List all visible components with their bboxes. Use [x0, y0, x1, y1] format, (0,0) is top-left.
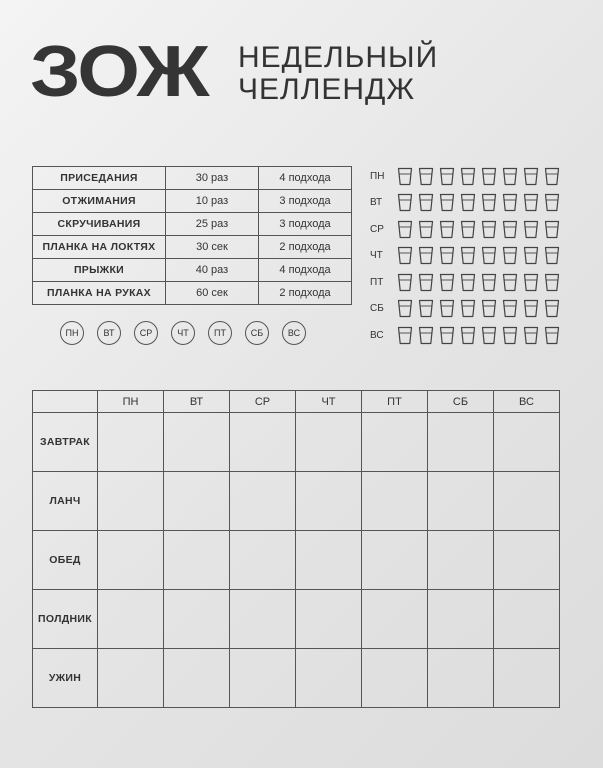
meal-row [33, 590, 560, 649]
water-row [370, 269, 560, 295]
meal-cell[interactable] [362, 649, 428, 708]
meal-day-header: ПТ [362, 391, 428, 413]
exercise-name: СКРУЧИВАНИЯ [33, 213, 166, 236]
meal-day-header: ПН [98, 391, 164, 413]
water-glass-icon[interactable] [460, 246, 476, 265]
water-day-label: ВТ [370, 197, 383, 209]
water-glass-icon[interactable] [418, 167, 434, 186]
exercise-sets: 2 подхода [259, 282, 352, 305]
water-glass-icon[interactable] [397, 326, 413, 345]
meal-day-header: ВТ [164, 391, 230, 413]
water-glass-icon[interactable] [523, 326, 539, 345]
water-row [370, 323, 560, 349]
day-circle[interactable]: ПН [60, 321, 84, 345]
water-glass-icon[interactable] [523, 167, 539, 186]
meal-cell[interactable] [296, 413, 362, 472]
water-glass-icon[interactable] [418, 299, 434, 318]
meal-cell[interactable] [164, 472, 230, 531]
water-glass-icon[interactable] [481, 193, 497, 212]
water-glass-icon[interactable] [418, 193, 434, 212]
water-glass-icon[interactable] [418, 273, 434, 292]
exercise-sets: 4 подхода [259, 259, 352, 282]
meal-label: ПОЛДНИК [33, 590, 98, 649]
meal-row [33, 413, 560, 472]
exercise-amount: 25 раз [166, 213, 259, 236]
exercise-amount: 60 сек [166, 282, 259, 305]
day-circle[interactable]: СР [134, 321, 158, 345]
water-glass-icon[interactable] [481, 167, 497, 186]
meal-cell[interactable] [494, 531, 560, 590]
meal-cell[interactable] [98, 531, 164, 590]
exercise-amount: 40 раз [166, 259, 259, 282]
exercise-name: ПЛАНКА НА ЛОКТЯХ [33, 236, 166, 259]
meal-cell[interactable] [428, 649, 494, 708]
water-row [370, 296, 560, 322]
water-glass-icon[interactable] [481, 273, 497, 292]
meal-cell[interactable] [230, 590, 296, 649]
meal-cell[interactable] [296, 649, 362, 708]
water-glass-icon[interactable] [418, 220, 434, 239]
water-glass-icon[interactable] [523, 273, 539, 292]
water-glass-icon[interactable] [460, 299, 476, 318]
water-glass-icon[interactable] [523, 193, 539, 212]
subtitle-line-2: ЧЕЛЛЕНДЖ [238, 73, 416, 106]
exercise-name: ПЛАНКА НА РУКАХ [33, 282, 166, 305]
water-glass-icon[interactable] [439, 326, 455, 345]
meal-cell[interactable] [296, 590, 362, 649]
water-glass-icon[interactable] [502, 246, 518, 265]
day-circle[interactable]: СБ [245, 321, 269, 345]
exercise-name: ПРЫЖКИ [33, 259, 166, 282]
exercise-amount: 30 сек [166, 236, 259, 259]
meal-cell[interactable] [362, 413, 428, 472]
water-glass-icon[interactable] [460, 220, 476, 239]
meal-label: ОБЕД [33, 531, 98, 590]
water-day-label: ПТ [370, 276, 384, 288]
exercise-row [33, 259, 352, 282]
meal-cell[interactable] [164, 649, 230, 708]
water-glass-icon[interactable] [439, 299, 455, 318]
day-checklist [60, 321, 306, 345]
day-circle[interactable]: ЧТ [171, 321, 195, 345]
water-glass-icon[interactable] [418, 246, 434, 265]
meal-cell[interactable] [98, 472, 164, 531]
subtitle-line-1: НЕДЕЛЬНЫЙ [238, 41, 439, 74]
meal-cell[interactable] [98, 649, 164, 708]
water-glass-icon[interactable] [439, 220, 455, 239]
meal-row [33, 472, 560, 531]
exercise-name: ОТЖИМАНИЯ [33, 190, 166, 213]
water-row [370, 216, 560, 242]
meal-cell[interactable] [230, 531, 296, 590]
meal-cell[interactable] [164, 590, 230, 649]
water-glass-icon[interactable] [397, 167, 413, 186]
water-glass-icon[interactable] [397, 193, 413, 212]
exercise-row [33, 236, 352, 259]
water-row [370, 243, 560, 269]
meal-cell[interactable] [362, 531, 428, 590]
water-glass-icon[interactable] [544, 326, 560, 345]
meal-cell[interactable] [230, 413, 296, 472]
water-glass-icon[interactable] [481, 299, 497, 318]
water-glass-icon[interactable] [523, 246, 539, 265]
water-row [370, 163, 560, 189]
water-day-label: СБ [370, 303, 384, 315]
logo: ЗОЖ [30, 32, 208, 112]
water-glass-icon[interactable] [397, 299, 413, 318]
water-row [370, 190, 560, 216]
water-glass-icon[interactable] [460, 326, 476, 345]
meal-cell[interactable] [494, 413, 560, 472]
exercise-amount: 10 раз [166, 190, 259, 213]
water-glass-icon[interactable] [523, 299, 539, 318]
day-circle[interactable]: ВТ [97, 321, 121, 345]
exercise-row [33, 213, 352, 236]
meal-cell[interactable] [428, 531, 494, 590]
water-glass-icon[interactable] [544, 193, 560, 212]
meal-cell[interactable] [494, 590, 560, 649]
water-glass-icon[interactable] [523, 220, 539, 239]
exercise-row [33, 190, 352, 213]
meal-day-header: ВС [494, 391, 560, 413]
meal-label: УЖИН [33, 649, 98, 708]
meal-plan-table [32, 390, 560, 708]
page-subtitle [238, 42, 438, 106]
exercise-row [33, 167, 352, 190]
water-glass-icon[interactable] [460, 273, 476, 292]
water-glass-icon[interactable] [502, 299, 518, 318]
meal-day-header: ЧТ [296, 391, 362, 413]
meal-label: ЗАВТРАК [33, 413, 98, 472]
water-glass-icon[interactable] [397, 246, 413, 265]
exercise-row [33, 282, 352, 305]
water-glass-icon[interactable] [544, 246, 560, 265]
meal-cell[interactable] [494, 649, 560, 708]
meal-cell[interactable] [230, 649, 296, 708]
meal-row [33, 531, 560, 590]
water-day-label: ЧТ [370, 250, 383, 262]
day-circle[interactable]: ПТ [208, 321, 232, 345]
water-glass-icon[interactable] [397, 273, 413, 292]
meal-cell[interactable] [98, 413, 164, 472]
meal-cell[interactable] [428, 472, 494, 531]
water-glass-icon[interactable] [439, 246, 455, 265]
water-glass-icon[interactable] [439, 167, 455, 186]
day-circle[interactable]: ВС [282, 321, 306, 345]
meal-cell[interactable] [230, 472, 296, 531]
water-glass-icon[interactable] [544, 299, 560, 318]
meal-cell[interactable] [98, 590, 164, 649]
water-glass-icon[interactable] [502, 193, 518, 212]
exercise-name: ПРИСЕДАНИЯ [33, 167, 166, 190]
meal-label: ЛАНЧ [33, 472, 98, 531]
meal-day-header: СР [230, 391, 296, 413]
water-glass-icon[interactable] [481, 326, 497, 345]
water-day-label: СР [370, 223, 384, 235]
exercise-sets: 3 подхода [259, 190, 352, 213]
water-glass-icon[interactable] [502, 273, 518, 292]
exercise-sets: 3 подхода [259, 213, 352, 236]
exercise-sets: 4 подхода [259, 167, 352, 190]
meal-cell[interactable] [296, 531, 362, 590]
meal-cell[interactable] [428, 413, 494, 472]
meal-cell[interactable] [296, 472, 362, 531]
meal-cell[interactable] [494, 472, 560, 531]
meal-corner-cell [33, 391, 98, 413]
water-glass-icon[interactable] [481, 220, 497, 239]
water-glass-icon[interactable] [544, 273, 560, 292]
meal-cell[interactable] [164, 531, 230, 590]
water-glass-icon[interactable] [460, 167, 476, 186]
meal-day-header: СБ [428, 391, 494, 413]
water-glass-icon[interactable] [544, 167, 560, 186]
water-tracker [370, 163, 560, 349]
water-glass-icon[interactable] [544, 220, 560, 239]
water-glass-icon[interactable] [439, 193, 455, 212]
water-glass-icon[interactable] [502, 167, 518, 186]
water-glass-icon[interactable] [502, 220, 518, 239]
meal-row [33, 649, 560, 708]
water-glass-icon[interactable] [397, 220, 413, 239]
water-day-label: ПН [370, 170, 385, 182]
water-glass-icon[interactable] [418, 326, 434, 345]
exercise-table [32, 166, 352, 305]
water-glass-icon[interactable] [439, 273, 455, 292]
meal-cell[interactable] [362, 590, 428, 649]
meal-cell[interactable] [164, 413, 230, 472]
exercise-amount: 30 раз [166, 167, 259, 190]
meal-cell[interactable] [428, 590, 494, 649]
water-glass-icon[interactable] [460, 193, 476, 212]
water-day-label: ВС [370, 330, 384, 342]
exercise-sets: 2 подхода [259, 236, 352, 259]
meal-cell[interactable] [362, 472, 428, 531]
water-glass-icon[interactable] [481, 246, 497, 265]
water-glass-icon[interactable] [502, 326, 518, 345]
